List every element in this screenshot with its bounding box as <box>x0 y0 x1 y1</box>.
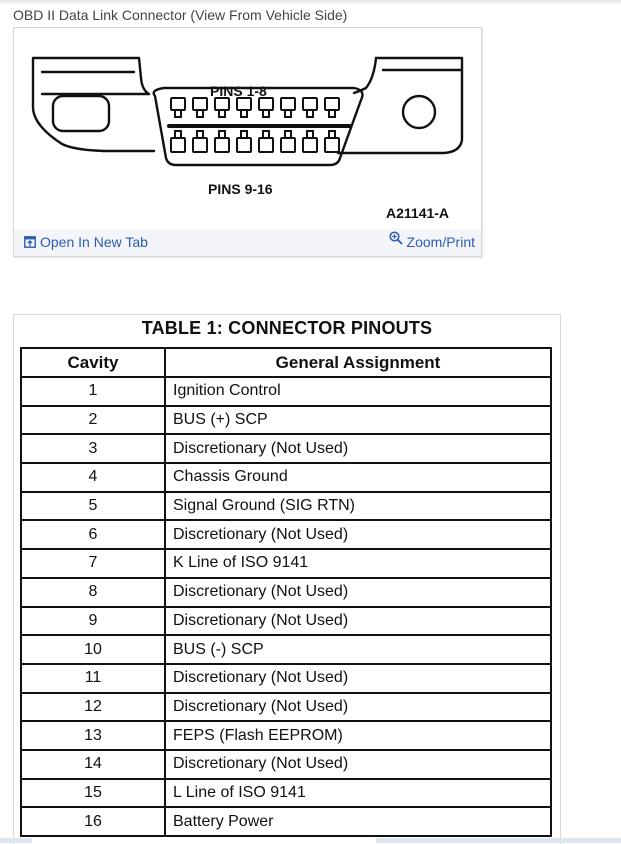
pins-1-8-label: PINS 1-8 <box>210 83 267 99</box>
zoom-print-link[interactable] <box>389 231 475 250</box>
table-row <box>21 434 551 463</box>
bottom-strip <box>0 838 621 843</box>
header-general-assignment: General Assignment <box>165 348 551 377</box>
assignment-cell: Discretionary (Not Used) <box>165 520 551 549</box>
assignment-cell: Battery Power <box>165 807 551 836</box>
cavity-cell: 3 <box>21 434 165 463</box>
table-row <box>21 520 551 549</box>
table-title: TABLE 1: CONNECTOR PINOUTS <box>141 318 433 338</box>
figure-footer <box>14 229 481 256</box>
assignment-cell: Discretionary (Not Used) <box>165 607 551 636</box>
table-row <box>21 750 551 779</box>
top-shadow-bar <box>0 0 621 6</box>
assignment-cell: Discretionary (Not Used) <box>165 578 551 607</box>
zoom-print-label: Zoom/Print <box>406 234 475 250</box>
table-row <box>21 693 551 722</box>
open-in-new-tab-label: Open In New Tab <box>40 234 148 250</box>
assignment-cell: Discretionary (Not Used) <box>165 750 551 779</box>
cavity-cell: 2 <box>21 406 165 435</box>
cavity-cell: 12 <box>21 693 165 722</box>
cavity-cell: 1 <box>21 377 165 406</box>
table-row <box>21 377 551 406</box>
cavity-cell: 8 <box>21 578 165 607</box>
assignment-cell: Discretionary (Not Used) <box>165 434 551 463</box>
cavity-cell: 16 <box>21 807 165 836</box>
assignment-cell: Signal Ground (SIG RTN) <box>165 492 551 521</box>
figure-id-label: A21141-A <box>386 205 450 221</box>
zoom-in-icon <box>389 231 403 245</box>
assignment-cell: Discretionary (Not Used) <box>165 664 551 693</box>
cavity-cell: 4 <box>21 463 165 492</box>
assignment-cell: FEPS (Flash EEPROM) <box>165 721 551 750</box>
cavity-cell: 15 <box>21 779 165 808</box>
cavity-cell: 10 <box>21 635 165 664</box>
assignment-cell: Chassis Ground <box>165 463 551 492</box>
bottom-strip-panel <box>32 838 376 843</box>
obd-connector-diagram <box>14 28 481 228</box>
header-cavity: Cavity <box>21 348 165 377</box>
table-row <box>21 779 551 808</box>
cavity-cell: 9 <box>21 607 165 636</box>
table-row <box>21 807 551 836</box>
assignment-cell: BUS (+) SCP <box>165 406 551 435</box>
table-row <box>21 549 551 578</box>
figure-card <box>13 27 482 257</box>
table-header-row <box>21 348 551 377</box>
assignment-cell: BUS (-) SCP <box>165 635 551 664</box>
table-row <box>21 664 551 693</box>
table-row <box>21 492 551 521</box>
assignment-cell: Discretionary (Not Used) <box>165 693 551 722</box>
figure-caption: OBD II Data Link Connector (View From Vehicle Side) <box>13 7 348 23</box>
cavity-cell: 6 <box>21 520 165 549</box>
cavity-cell: 13 <box>21 721 165 750</box>
cavity-cell: 14 <box>21 750 165 779</box>
assignment-cell: K Line of ISO 9141 <box>165 549 551 578</box>
cavity-cell: 5 <box>21 492 165 521</box>
table-row <box>21 721 551 750</box>
assignment-cell: Ignition Control <box>165 377 551 406</box>
table-row <box>21 463 551 492</box>
open-new-tab-icon <box>24 236 36 248</box>
pins-9-16-label: PINS 9-16 <box>208 181 273 197</box>
cavity-cell: 11 <box>21 664 165 693</box>
table-row <box>21 406 551 435</box>
cavity-cell: 7 <box>21 549 165 578</box>
open-in-new-tab-link[interactable] <box>24 234 148 250</box>
assignment-cell: L Line of ISO 9141 <box>165 779 551 808</box>
pinouts-table <box>20 347 552 837</box>
table-row <box>21 635 551 664</box>
table-row <box>21 578 551 607</box>
pinouts-table-card <box>13 314 561 844</box>
table-row <box>21 607 551 636</box>
